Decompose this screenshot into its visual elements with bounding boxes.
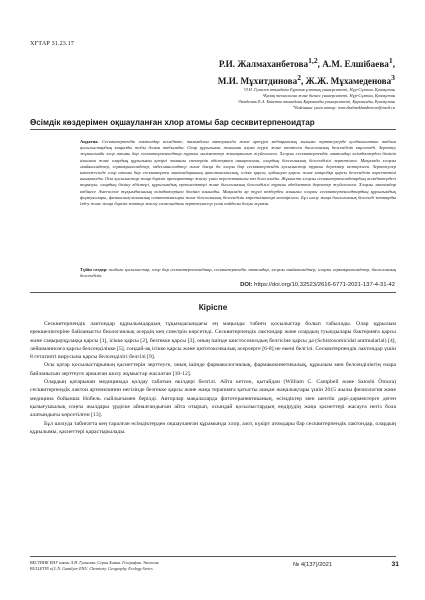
body-paragraph: Сесквитерпендік лактондар құрылымдардың тұқымдасындағы ең маңызды табиғи қосылыстар болып табылады. Олар құрылым ерекшеліктеріне байланысты биологиялық әсердің кең спектрін көрсетеді. Сесквитерпендік лактондар және олардың туындылары бактерияға қарсы және саңырауқұлаққа қарсы [1], ісікке қарсы [2], безгекке қарсы [3], оның ішінде шистосомоздың белгісіне қарсы да (Schistosomicidal antimalarial) [4], лейшманиозға қарсы белсенділікке [5], сондай-ақ ісікке қарсы және цитотоксикалық әсерлерге [6-8] ие екені белгілі. Сесквитерпендік лактондар үшін 8 гетатипті вирусына қарсы белсенділігі белгілі [9]. [30,321,396,361]
doi-label: DOI: [240,282,253,288]
doi-rule [30,292,396,293]
abstract [80,139,396,207]
authors-line-1: Р.И. Жалмаханбетова$^{1,2}$, А.М. Елшібаева$^1$, [218,56,395,70]
keywords-text: табиғи қосылыстар, хлор бар сесквитерпеноидтар, сесквитерпендік лактондар, хлорлы гвайянолидтер, хлорлы гермакранолидтер, биологиялық белсенділік. [80,267,397,279]
authors-line-2: М.И. Мұхитдинова$^2$, Ж.Ж. Мұхамеденова$^3$ [217,73,395,87]
affiliations [95,87,395,111]
page-number: 31 [391,561,399,568]
keywords [80,267,396,279]
body-paragraph: Олардың қатарынан медицинада қолдау табатын өкілдері белгілі. Айта кетсек, қытайдан (William C. Campbell және Satoshi Ōmura) сесквитерпендік лактон артемизинин негізінде безгекке қарсы және жаңа терапияға қатысты ашқан жаңалықтары үшін 2015 жылы физиология және медицина бойынша Нобель сыйлығымен берілді. Авторлар мақалаларда фитотерапевтиканың, өсімдіктер мен шептік дәрі-дәрмектерге деген қызығушылық соңғы жылдары үрдіске айналғандығын айта отырып, осындай қосылыстардың өндірудің жаңа қасиеттері жасауға негіз бола алатындығы көрсетілген [13]. [30,379,396,419]
body-text [30,320,396,436]
article-title: Өсімдік көздерімен оқшауланған хлор атомы бар сесквитерпеноидтар [30,118,315,127]
affiliation-2: ²Қазақ технология және бизнес университеті, Нұр-Сұлтан, Қазақстан [262,93,395,98]
affiliation-1: ¹Л.Н. Гумилев атындағы Еуразия ұлттық университеті, Нұр-Сұлтан, Қазақстан [243,87,395,92]
body-paragraph: Бұл шолуда табиғатта кең таралған өсімдіктерден оқшауланған құрамында хлор, азот, күкірт атомдары бар сесквитерпендік лактондар, олардың құрылымы, қасиеттері қарастырылады. [30,420,396,435]
authors-block [95,54,395,88]
footer-rule [30,556,396,557]
doi-line [75,282,395,288]
keywords-label: Түйін сөздер: [80,267,108,272]
issue-number: № 4(137)/2021 [293,562,333,568]
section-heading: Кіріспе [198,303,228,312]
journal-name [30,560,250,571]
abstract-label: Аңдатпа. [80,139,99,144]
journal-line-2: BULLETIN of L.N. Gumilyov ENU. Chemistry. Geography. Ecology Series [30,565,153,571]
journal-line-1: ВЕСТНИК ЕНУ имени Л.Н. Гумилева. Серия Химия. География. Экология [30,560,159,565]
title-rule [30,129,396,130]
doi-link[interactable]: https://doi.org/10.32523/2616-6771-2021-137-4-31-42 [254,282,395,288]
abstract-text: Сесквитерпендік лактондар өсімдікте, тағамдағы материалда және әртүрлі медициналық ғылыми зерттеулерде қолданылатын табиғи қосылыстардың маңызды тобы болып табылады. Олар құрылымы жағынан алуан түрлі және көптеген биологиялық белсенділік көрсетеді. Зерттеу жұмысында хлор атомы бар сесквитерпеноидтар туралы мәліметтер жинақталып жүйеленген. Хлорлы сесквитерпендік лактондар өсімдіктерден бөлініп алынған және олардың құрылымы қазіргі заманғы спектрлік әдістермен анықталған, олардың биологиялық белсенділігі зерттелген. Мақалада хлорлы гвайянолидтер, гермакранолидтер, эвдесманолидтер және басқа да хлоры бар сесквитерпендік қосылыстар туралы деректер келтірілген. Зерттеулер нәтижесінде хлор атомы бар сесквитерпен лактондарының цитотоксикалық, ісікке қарсы, қабынуға қарсы және микробқа қарсы белсенділік көрсететіні анықталды. Осы қосылыстар жаңа дәрілік препараттар жасау үшін перспективалы көз бола алады. Жұмыста хлорлы сесквитерпеноидтардың өсімдіктердегі таралуы, олардың бөліну әдістері, құрылымдық ерекшеліктері және биологиялық белсенділігі туралы әдебиеттік деректер жүйеленген. Хлорлы лактондар көбінесе Asteraceae тұқымдасының өсімдіктерінен бөлініп алынады. Мақалада әр түрлі көздерден алынған хлорлы сесквитерпеноидтардың құрылымдық формулалары, физикалық-химиялық сипаттамалары және биологиялық белсенділік көрсеткіштері келтірілген. Бұл шолу жаңа биологиялық белсенді заттарды іздеу және жаңа дәрілік заттар жасау саласындағы зерттеушілер үшін пайдалы болуы мүмкін. [80,139,397,207]
corresponding-author: *Байланыс үшін автор: roza.zhalmakhanbetova@mail.ru [292,105,395,110]
body-paragraph: Осы қатар қосылыстарының қасиеттерін зерттеуге, оның ішінде фармакологиялық, фармакокинетикалық, құрылым мен белсенділіктің өзара байланысын зерттеуге арналған шолу жұмыстар жасалған [10-12]. [30,362,396,377]
classification-code: ХҒТАР 31.23.17 [30,40,75,47]
affiliation-3: ³Академик Е.А. Бөкетов атындағы Қарағанды университеті, Қарағанды, Қазақстан [238,99,395,104]
